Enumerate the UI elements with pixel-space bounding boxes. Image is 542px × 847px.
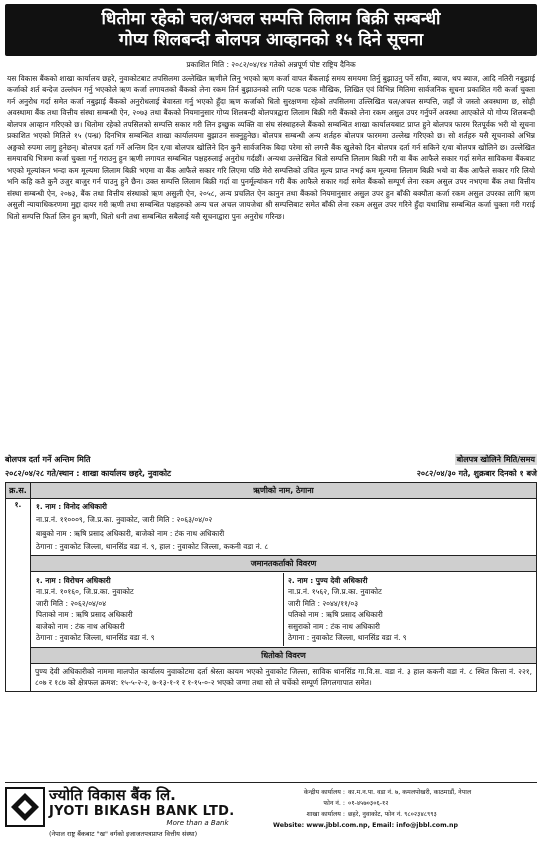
bank-name-np: ज्योति विकास बैंक लि. <box>49 786 176 804</box>
regulator-note: (नेपाल राष्ट्र बैंकबाट "ख" वर्गको इजाजतपत्रप्राप्त वित्तीय संस्था) <box>49 830 198 838</box>
footer <box>5 782 537 845</box>
guarantor-1-line: ना.प्र.नं. १०१६०, जि.प्र.का. नुवाकोट <box>36 587 134 596</box>
deadline-label-left: बोलपत्र दर्ता गर्ने अन्तिम मिति <box>5 454 91 464</box>
row-serial: १. <box>6 498 31 691</box>
hq-phone-label: फोन नं. : <box>323 800 345 807</box>
guarantor-1-line: जारी मिति : २०६२/०४/०४ <box>36 598 107 608</box>
sn-header: क्र.स. <box>6 482 31 498</box>
guarantor-1-line: बाजेको नाम : टंक नाथ अधिकारी <box>36 621 125 631</box>
guarantor-1-line: पिताको नाम : ऋषि प्रसाद अधिकारी <box>36 610 133 619</box>
bank-logo-icon <box>5 787 45 827</box>
notice-title-line1: धितोमा रहेको चल/अचल सम्पत्ति लिलाम बिक्री सम्बन्धी <box>101 9 441 29</box>
deadline-value-left: २०८२/०४/२८ गते/स्थान : शाखा कार्यालय छहरे, नुवाकोट <box>5 468 172 478</box>
borrower-line: बाबुको नाम : ऋषि प्रसाद अधिकारी, बाजेको नाम : टंक नाथ अधिकारी <box>36 528 225 538</box>
guarantor-2-line: ना.प्र.नं. १५६२, जि.प्र.का. नुवाकोट <box>288 587 382 596</box>
guarantor-2-line: ठेगाना : नुवाकोट जिल्ला, थानसिंड वडा नं. ९ <box>288 633 407 642</box>
branch-value: छहरे, नुवाकोट, फोन नं. ९८०२३४८९९३ <box>348 811 437 818</box>
guarantor-2-line: ससुराको नाम : टंक नाथ अधिकारी <box>288 621 380 631</box>
hq-label: केन्द्रीय कार्यालय : <box>303 789 345 796</box>
publish-line: प्रकाशित मिति : २०८२/०४/१४ गतेको अन्नपूर्ण पोष्ट राष्ट्रिय दैनिक <box>186 59 356 69</box>
guarantor-2-line: पतिको नाम : ऋषि प्रसाद अधिकारी <box>288 610 383 619</box>
website-email[interactable]: Website: www.jbbl.com.np, Email: info@jbbl.com.np <box>273 822 459 829</box>
notice-header <box>5 4 537 56</box>
deadline-value-right: २०८२/०४/३० गते, शुक्रबार दिनको १ बजे <box>416 468 537 478</box>
hq-phone: ०१-४५७०३०६-१२ <box>348 800 389 807</box>
property-header: धितोको विवरण <box>31 647 537 663</box>
details-table <box>5 482 537 692</box>
branch-label: शाखा कार्यालय : <box>306 811 345 818</box>
guarantor-1-line: ठेगाना : नुवाकोट जिल्ला, थानसिंड वडा नं. ९ <box>36 633 155 642</box>
deadline-values <box>5 468 537 479</box>
guarantor-2 <box>283 573 535 646</box>
borrower-line: ठेगाना : नुवाकोट जिल्ला, थानसिंड वडा नं. ९, हाल : नुवाकोट जिल्ला, ककनी वडा नं. ८ <box>36 542 269 551</box>
guarantor-2-line: जारी मिति : २०४४/११/०३ <box>288 598 359 608</box>
borrower-cell <box>31 498 537 555</box>
deadline-labels <box>5 454 537 465</box>
notice-title-line2: गोप्य शिलबन्दी बोलपत्र आव्हानको १५ दिने सूचना <box>118 30 424 51</box>
contact-block <box>273 783 537 845</box>
guarantor-header: जमानतकर्ताको विवरण <box>31 555 537 571</box>
borrower-header: ऋणीको नाम, ठेगाना <box>31 482 537 498</box>
guarantor-cell <box>31 571 537 647</box>
property-text: पुण्य देवी अधिकारीको नाममा मालपोत कार्यालय नुवाकोटमा दर्ता श्रेस्ता कायम भएको नुवाकोट जिल्ला, साविक थानसिंड गा.वि.स. वडा नं. ३ हाल ककनी वडा नं. ८ स्थित कित्ता नं. २२१, ८०७ र १८७ को क्षेत्रफल क्रमश: १५-५-२-२, ७-१३-१-१ र १-१५-०-२ भएको जग्गा तथा सो ले चर्चेको सम्पूर्ण लिगलगापात समेत। <box>31 663 537 691</box>
borrower-line: ना.प्र.नं. ११०००९, जि.प्र.का. नुवाकोट, जारी मिति : २०६३/०४/०२ <box>36 515 213 524</box>
guarantor-1-line: १. नाम : विरोचन अधिकारी <box>36 575 111 585</box>
guarantor-1 <box>32 573 283 646</box>
hq-value: का.म.न.पा. वडा नं. ७, कमलपोखरी, काठमाडौं, नेपाल <box>348 789 472 796</box>
borrower-line: १. नाम : विनोद अधिकारी <box>36 501 107 511</box>
bank-name-en: JYOTI BIKASH BANK LTD. <box>49 804 235 819</box>
bank-tagline: More than a Bank <box>166 819 229 827</box>
guarantor-2-line: २. नाम : पुण्य देवी अधिकारी <box>288 575 368 585</box>
deadline-label-right: बोलपत्र खोलिने मिति/समय <box>456 454 535 464</box>
notice-body: यस विकास बैंकको शाखा कार्यालय छहरे, नुवाकोटबाट तपसिलमा उल्लेखित ऋणीले लिनु भएको ऋण कर्जा वापत बैंकलाई समय समयमा तिर्नु बुझाउनु पर्ने साँवा, ब्याज, थप ब्याज, आदि नतिरी नबुझाई कर्जाको शर्त बन्देज उल्लंघन गर्नु भएकोले ऋण कर्जा लगायतको बैंकको लेना रकम तिर्न बुझाउनको लागि पटक पटक मौखिक, लिखित एवं विभिन्न मितिमा सार्वजनिक सूचना प्रकाशित गरी कर्जा चुक्ता गर्न अनुरोध गर्दा समेत कर्जा नबुझाई बैंकको अनुरोधलाई बेवास्ता गर्नु भएको हुँदा ऋण कर्जाको धितो सुरक्षणमा रहेको तपसिलमा उल्लिखित चल/अचल सम्पत्ति, जहाँ जे जस्तो अवस्थामा छ, सोही अवस्थामा बैंक तथा वित्तीय संस्था सम्बन्धी ऐन, २०७३ तथा बैंकको नियमानुसार गोप्य शिलबन्दी बोलपत्रद्वारा लिलाम बिक्री गरी बैंकको लेना रकम असुल उपर गर्नुपर्ने अवस्था आएकोले यो गोप्य शिलबन्दी बोलपत्र आव्हान गरिएको छ। धितोमा रहेको तपसिलको सम्पत्ति सकार गरी लिन इच्छुक व्यक्ति वा संघ संस्थाहरुले बैंकको सम्बन्धित शाखा कार्यालयबाट प्राप्त हुने बोलपत्र फारम रितपूर्वक भरी यो सूचना प्रकाशित भएको मितिले १५ (पन्ध्र) दिनभित्र सम्बन्धित शाखा कार्यालयमा बुझाउन सक्नुहुनेछ। बोलपत्र सम्बन्धी अन्य शर्तहरु बोलपत्र फारममा उल्लेख गरिएको छ। सो शर्तहरु यसै सूचनाको अभिन्न अङ्गको रुपमा लागु हुनेछन्। बोलपत्र दर्ता गर्ने अन्तिम दिन र/वा बोलपत्र खोलिने दिन कुनै सार्वजनिक बिदा परेमा सो लगत्तै बैंक खुलेको दिन बोलपत्र दर्ता गर्न सकिने र/वा बोलपत्र खोलिने छ। उल्लेखित समयावधि भित्रमा कर्जा चुक्ता गर्नु गराउनु हुन ऋणी लगायत सम्बन्धित पक्षहरुलाई अनुरोध गर्दछौं। अन्यथा उल्लेखित धितो सम्पत्ति लिलाम बिक्री गरी वा बैंक आफैले सकार गर्दा समेत साविकमा बैंकबाट भएको मूल्यांकन भन्दा कम मूल्यमा लिलाम बिक्री भएमा वा बैंक आफैले सकार गरि लिएमा पछि मेरो सम्पत्तिको उचित मूल्य प्राप्त नभई कम मूल्यमा लिलाम बिक्री भयो वा बैंक आफैले सकार गरि लियो भनि कहि कतै कुनै उजुर बाजुर गर्न पाउनु हुने छैन। उक्त सम्पत्ति लिलाम बिक्री गर्दा वा पुनर्मूल्यांकन गरी बैंक आफैले सकार गर्दा समेत बैंकको सम्पूर्ण लेना रकम असुल उपर नभएमा बैंक तथा वित्तीय संस्था सम्बन्धी ऐन, २०७३, बैंक तथा वित्तीय संस्थाको ऋण असुली ऐन, २०५८, अन्य प्रचलित ऐन कानुन तथा बैंकको नियमानुसार असुल उपर हुन बाँकी बक्यौता कर्जा रकम असुल उपरका लागि ऋण असुली न्यायाधिकरणमा मुद्दा दायर गरी ऋणी तथा सम्बन्धित पक्षहरुको अन्य चल अचल जायजेथा श्री सम्पत्तिबाट समेत बाँकी लेना रकम असुल उपर गरिने हुँदा यथाशिघ्र सम्बन्धित कर्जा चुक्ता गरी गराई धितो सम्पत्ति फिर्ता लिन हुन ऋणी, धितो धनी तथा सम्बन्धित सबैलाई यसै सूचनाद्वारा पुनः अनुरोध गरिन्छ। <box>7 73 535 221</box>
bank-logo-block <box>5 783 273 845</box>
